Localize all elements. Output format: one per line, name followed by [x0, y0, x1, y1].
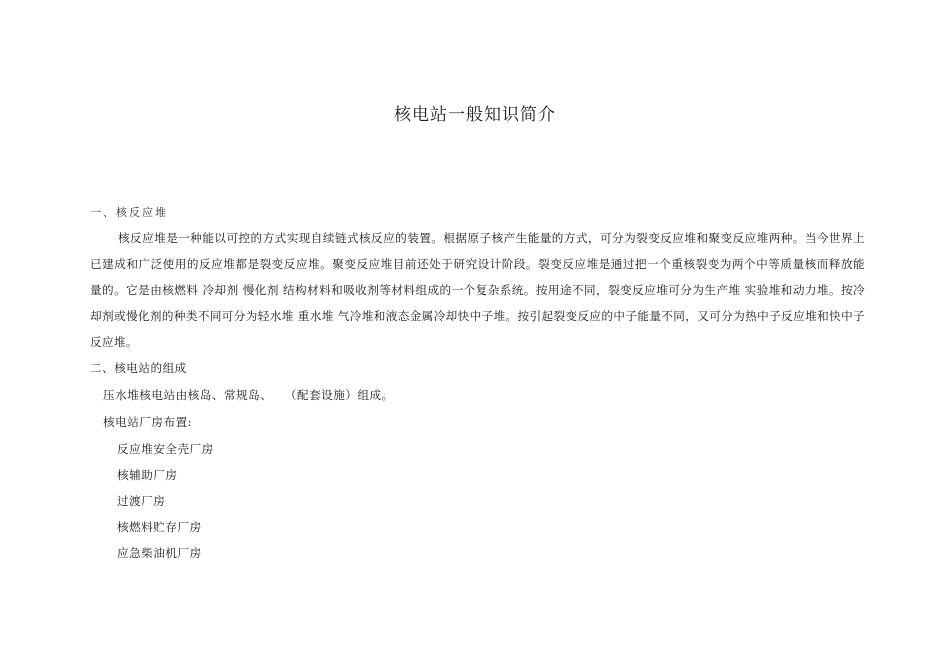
building-list-item: 核辅助厂房	[117, 468, 178, 482]
layout-heading: 核电站厂房布置:	[103, 415, 193, 429]
building-list-item: 应急柴油机厂房	[117, 546, 202, 560]
section-one-heading: 一、核反应堆	[90, 206, 168, 219]
reactor-paragraph: 核反应堆是一种能以可控的方式实现自续链式核反应的装置。根据原子核产生能量的方式，可分为裂变反应堆和聚变反应堆两种。当今世界上已建成和广泛使用的反应堆都是裂变反应堆。聚变反应堆目前还处于研究设计阶段。裂变反应堆是通过把一个重核裂变为两个中等质量核而释放能量的。它是由核燃料 冷却剂 慢化剂 结构材料和吸收剂等材料组成的一个复杂系统。按用途不同，裂变反应堆可分为生产堆 实验堆和动力堆。按冷却剂或慢化剂的种类不同可分为轻水堆 重水堆 气冷堆和液态金属冷却快中子堆。按引起裂变反应的中子能量不同，又可分为热中子反应堆和快中子反应堆。	[90, 231, 865, 349]
building-list-item: 过渡厂房	[117, 494, 166, 508]
section-two-heading: 二、核电站的组成	[90, 361, 187, 375]
composition-line: 压水堆核电站由核岛、常规岛、 （配套设施）组成。	[103, 388, 394, 402]
building-list-item: 核燃料贮存厂房	[117, 520, 202, 534]
document-title: 核电站一般知识简介	[394, 105, 556, 125]
building-list-item: 反应堆安全壳厂房	[117, 442, 214, 456]
